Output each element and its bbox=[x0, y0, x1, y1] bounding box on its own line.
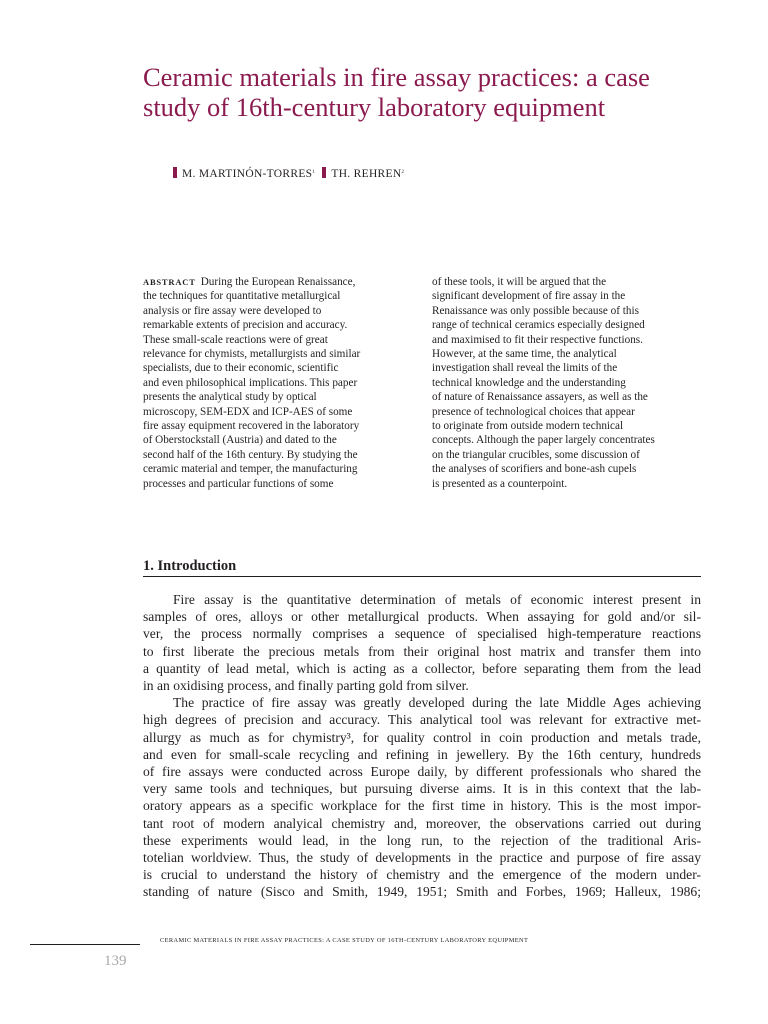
affiliation-mark: 1 bbox=[312, 170, 316, 175]
abstract-line: ceramic material and temper, the manufacturing bbox=[143, 463, 358, 476]
abstract-line: and maximised to fit their respective functions. bbox=[432, 333, 643, 346]
author-marker bbox=[322, 167, 326, 178]
abstract-line: specialists, due to their economic, scientific bbox=[143, 362, 339, 375]
body-line: totelian worldview. Thus, the study of developments in the practice and purpose of fire assay bbox=[143, 850, 701, 866]
running-footer: CERAMIC MATERIALS IN FIRE ASSAY PRACTICES: A CASE STUDY OF 16TH-CENTURY LABORATORY EQUIPMENT bbox=[160, 937, 529, 944]
abstract-line: microscopy, SEM-EDX and ICP-AES of some bbox=[143, 405, 353, 418]
abstract-line: technical knowledge and the understanding bbox=[432, 376, 626, 389]
abstract-line: significant development of fire assay in the bbox=[432, 290, 626, 303]
author-name: TH. REHREN bbox=[331, 168, 402, 180]
abstract-line: the techniques for quantitative metallurgical bbox=[143, 290, 341, 303]
abstract-line: on the triangular crucibles, some discussion of bbox=[432, 448, 640, 461]
body-line: of fire assays were conducted across Europe daily, by different professionals who shared the bbox=[143, 764, 701, 780]
abstract-line: relevance for chymists, metallurgists and similar bbox=[143, 348, 361, 361]
body-line: and even for small-scale recycling and refining in jewellery. By the 16th century, hundreds bbox=[143, 746, 701, 762]
body-line: very same tools and techniques, but pursuing diverse aims. It is in this context that the lab- bbox=[143, 781, 701, 797]
body-line: tant root of modern analyical chemistry and, moreover, the observations carried out during bbox=[143, 815, 701, 831]
abstract-column-left bbox=[143, 275, 413, 491]
body-line: to first liberate the precious metals from their original host matrix and transfer them into bbox=[143, 643, 701, 659]
abstract-line: investigation shall reveal the limits of the bbox=[432, 362, 618, 375]
abstract-line: Renaissance was only possible because of this bbox=[432, 304, 639, 317]
article-title: Ceramic materials in fire assay practices: a case study of 16th-century laboratory equipment bbox=[143, 62, 650, 122]
abstract-line: concepts. Although the paper largely concentrates bbox=[432, 434, 655, 447]
abstract-line: and even philosophical implications. This paper bbox=[143, 376, 358, 389]
body-line: is crucial to understand the history of chemistry and the emergence of the modern under- bbox=[143, 867, 701, 883]
abstract-line: During the European Renaissance, bbox=[200, 276, 356, 288]
body-line: high degrees of precision and accuracy. This analytical tool was relevant for extractive met- bbox=[143, 712, 701, 728]
abstract-line: presence of technological choices that appear bbox=[432, 405, 635, 418]
author-marker bbox=[173, 167, 177, 178]
body-line: a quantity of lead metal, which is acting as a collector, before separating them from the lead bbox=[143, 660, 701, 676]
abstract-line: of Oberstockstall (Austria) and dated to the bbox=[143, 434, 337, 447]
page-number: 139 bbox=[104, 953, 127, 969]
body-text bbox=[143, 591, 701, 901]
body-line: Fire assay is the quantitative determination of metals of economic interest present in bbox=[173, 592, 701, 607]
abstract-line: of these tools, it will be argued that the bbox=[432, 276, 607, 288]
body-line: samples of ores, alloys or other metallurgical products. When assaying for gold and/or sil- bbox=[143, 609, 701, 625]
section-number: 1. bbox=[143, 558, 154, 574]
affiliation-mark: 2 bbox=[401, 170, 405, 175]
body-line: The practice of fire assay was greatly developed during the late Middle Ages achieving bbox=[173, 695, 701, 711]
section-title: Introduction bbox=[157, 558, 237, 574]
abstract-line: However, at the same time, the analytical bbox=[432, 348, 617, 361]
body-line: these experiments would lead, in the long run, to the rejection of the traditional Aris- bbox=[143, 832, 701, 848]
author-list bbox=[173, 167, 404, 180]
section-heading bbox=[143, 557, 701, 577]
body-line: standing of nature (Sisco and Smith, 1949, 1951; Smith and Forbes, 1969; Halleux, 1986; bbox=[143, 884, 701, 900]
abstract-line: remarkable extents of precision and accuracy. bbox=[143, 319, 348, 332]
abstract-line: range of technical ceramics especially designed bbox=[432, 319, 645, 332]
abstract-line: the analyses of scorifiers and bone-ash cupels bbox=[432, 463, 637, 476]
abstract-column-right bbox=[432, 275, 702, 491]
body-line: ver, the process normally comprises a sequence of specialised high-temperature reactions bbox=[143, 626, 701, 642]
abstract-line: is presented as a counterpoint. bbox=[432, 477, 568, 490]
footer-rule bbox=[30, 944, 140, 945]
body-line: in an oxidising process, and finally parting gold from silver. bbox=[143, 678, 469, 694]
abstract-line: second half of the 16th century. By studying the bbox=[143, 448, 358, 461]
body-line: allurgy as much as for chymistry³, for quality control in coin production and metals trade, bbox=[143, 729, 701, 745]
abstract-line: presents the analytical study by optical bbox=[143, 391, 317, 404]
abstract-label: ABSTRACT bbox=[143, 277, 196, 287]
abstract-line: processes and particular functions of some bbox=[143, 477, 334, 490]
abstract-line: These small-scale reactions were of great bbox=[143, 333, 328, 346]
abstract-line: analysis or fire assay were developed to bbox=[143, 304, 322, 317]
abstract-line: of nature of Renaissance assayers, as well as the bbox=[432, 391, 648, 404]
abstract-line: fire assay equipment recovered in the laboratory bbox=[143, 420, 360, 433]
body-line: oratory appears as a specific workplace for the first time in history. This is the most impor- bbox=[143, 798, 701, 814]
author-name: M. MARTINÓN-TORRES bbox=[182, 168, 313, 180]
abstract-line: to originate from outside modern technical bbox=[432, 420, 624, 433]
